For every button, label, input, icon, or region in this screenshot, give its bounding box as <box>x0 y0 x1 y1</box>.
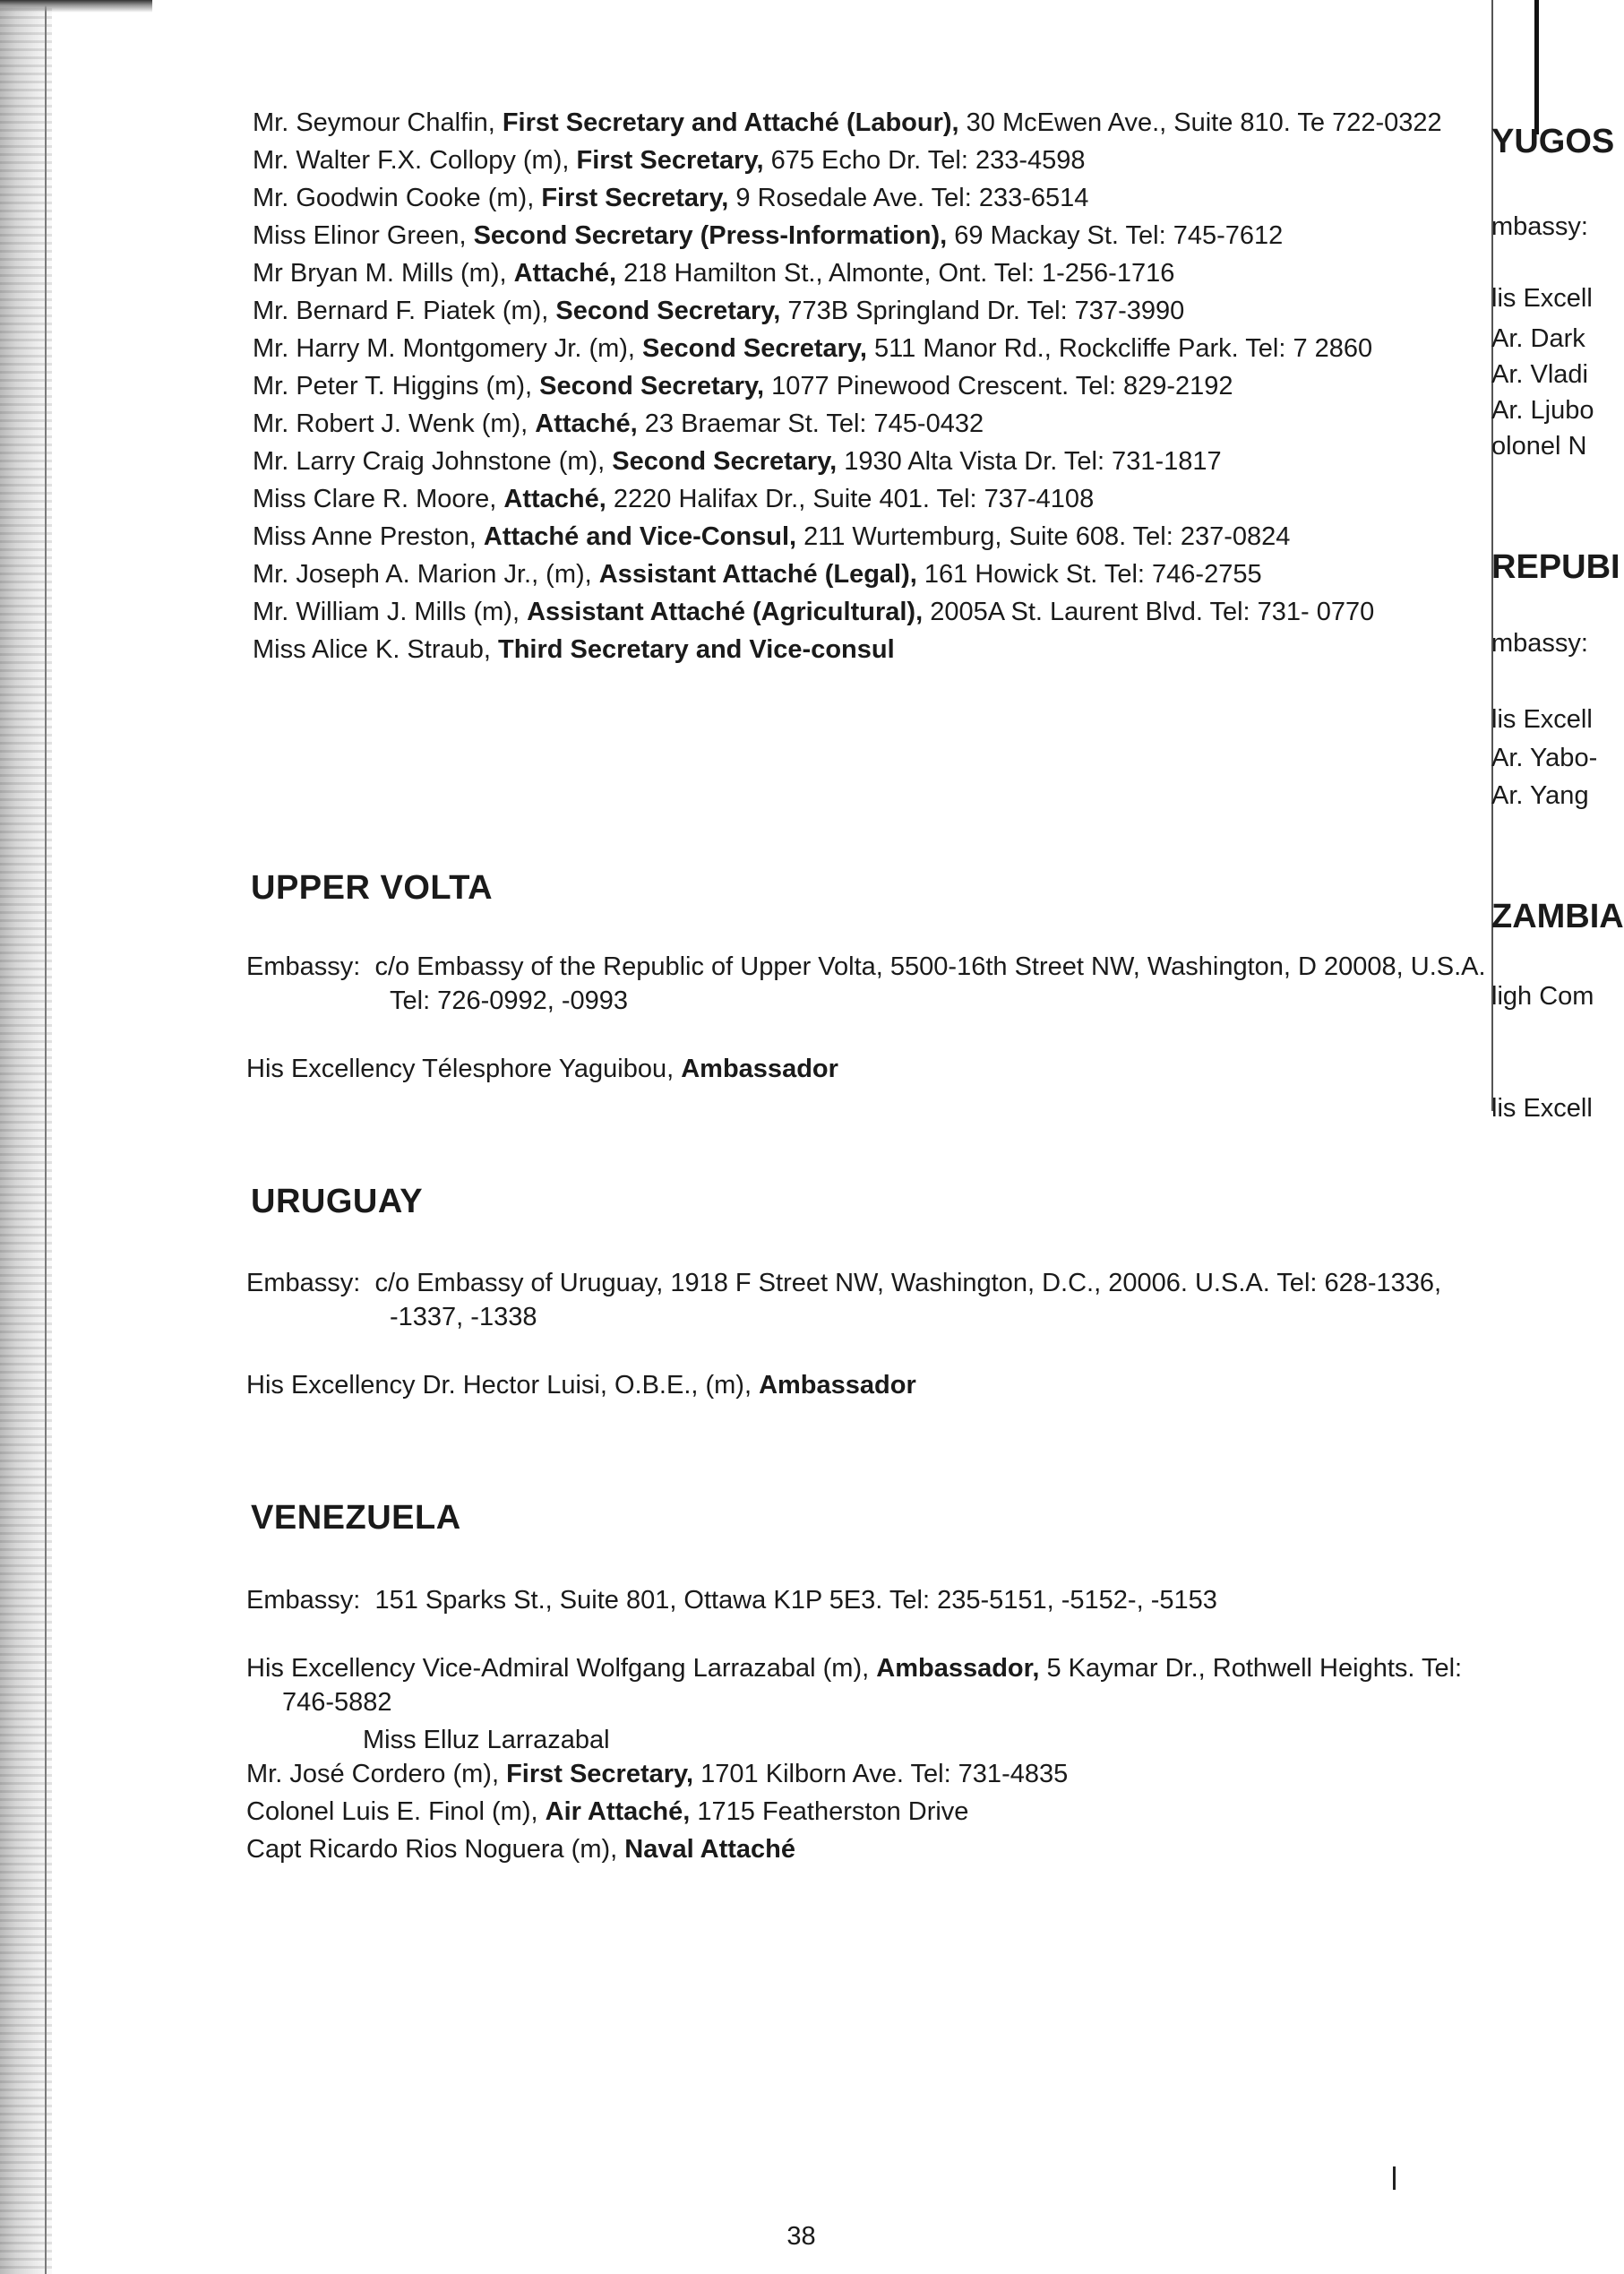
uruguay-section <box>246 1266 1491 1406</box>
embassy-address: Embassy: c/o Embassy of the Republic of Upper Volta, 5500-16th Street NW, Washington, D 20008, U.S.A. Tel: 726-0992, -0993 <box>246 952 1486 1015</box>
staff-entry: Colonel Luis E. Finol (m), Air Attaché, 1715 Featherston Drive <box>246 1797 969 1826</box>
adjacent-text: Ar. Dark <box>1491 324 1585 353</box>
staff-entry: Mr. Walter F.X. Collopy (m), First Secretary, 675 Echo Dr. Tel: 233-4598 <box>253 146 1086 175</box>
staff-entry: Mr. Bernard F. Piatek (m), Second Secretary, 773B Springland Dr. Tel: 737-3990 <box>253 297 1185 325</box>
staff-entry: Miss Alice K. Straub, Third Secretary and Vice-consul <box>253 635 895 664</box>
staff-entry: Mr. Robert J. Wenk (m), Attaché, 23 Braemar St. Tel: 745-0432 <box>253 409 984 438</box>
adjacent-text: ligh Com <box>1491 982 1594 1011</box>
staff-entry: Capt Ricardo Rios Noguera (m), Naval Attaché <box>246 1835 795 1864</box>
staff-entry: Miss Anne Preston, Attaché and Vice-Consul, 211 Wurtemburg, Suite 608. Tel: 237-0824 <box>253 522 1291 551</box>
adjacent-text: mbassy: <box>1491 212 1588 241</box>
page-number: 38 <box>786 2222 816 2251</box>
adjacent-text: Ar. Vladi <box>1491 360 1588 389</box>
adjacent-heading: YUGOS <box>1491 123 1615 160</box>
staff-entry: Mr. William J. Mills (m), Assistant Attaché (Agricultural), 2005A St. Laurent Blvd. Tel: 731- 0770 <box>253 598 1375 626</box>
adjacent-text: mbassy: <box>1491 629 1588 658</box>
usa-staff-list <box>253 106 1484 670</box>
adjacent-text: lis Excell <box>1491 284 1593 313</box>
staff-entry: Mr Bryan M. Mills (m), Attaché, 218 Hamilton St., Almonte, Ont. Tel: 1-256-1716 <box>253 259 1175 288</box>
staff-entry: His Excellency Dr. Hector Luisi, O.B.E., (m), Ambassador <box>246 1371 916 1400</box>
adjacent-text: Ar. Yang <box>1491 781 1589 810</box>
staff-entry: Mr. Seymour Chalfin, First Secretary and Attaché (Labour), 30 McEwen Ave., Suite 810. Te 722-0322 <box>253 108 1442 137</box>
staff-entry: His Excellency Vice-Admiral Wolfgang Larrazabal (m), Ambassador, 5 Kaymar Dr., Rothwell Heights. Tel: 746-5882 <box>246 1654 1463 1717</box>
scan-mark <box>1393 2166 1396 2190</box>
staff-entry: Miss Clare R. Moore, Attaché, 2220 Halifax Dr., Suite 401. Tel: 737-4108 <box>253 485 1095 513</box>
staff-entry: Mr. José Cordero (m), First Secretary, 1701 Kilborn Ave. Tel: 731-4835 <box>246 1760 1069 1788</box>
adjacent-page-column <box>1491 0 1624 2274</box>
scan-shadow <box>0 0 152 13</box>
venezuela-section <box>246 1583 1491 1870</box>
staff-entry: His Excellency Télesphore Yaguibou, Ambassador <box>246 1055 838 1083</box>
adjacent-text: olonel N <box>1491 432 1587 461</box>
adjacent-text: Ar. Yabo- <box>1491 744 1598 772</box>
staff-entry: Mr. Joseph A. Marion Jr., (m), Assistant Attaché (Legal), 161 Howick St. Tel: 746-2755 <box>253 560 1262 589</box>
adjacent-text: lis Excell <box>1491 705 1593 734</box>
staff-entry: Miss Elinor Green, Second Secretary (Press-Information), 69 Mackay St. Tel: 745-7612 <box>253 221 1284 250</box>
staff-entry: Mr. Goodwin Cooke (m), First Secretary, 9 Rosedale Ave. Tel: 233-6514 <box>253 184 1089 212</box>
adjacent-heading: ZAMBIA <box>1491 898 1624 935</box>
upper-volta-section <box>246 950 1491 1090</box>
adjacent-text: Ar. Ljubo <box>1491 396 1594 425</box>
spouse-entry: Miss Elluz Larrazabal <box>363 1726 610 1754</box>
binding-line <box>45 0 47 2274</box>
adjacent-heading: REPUBI <box>1491 548 1620 586</box>
country-heading-upper-volta: UPPER VOLTA <box>251 869 494 907</box>
embassy-address: Embassy: c/o Embassy of Uruguay, 1918 F Street NW, Washington, D.C., 20006. U.S.A. Tel: 628-1336, -1337, -1338 <box>246 1269 1442 1331</box>
country-heading-venezuela: VENEZUELA <box>251 1499 461 1537</box>
adjacent-text: lis Excell <box>1491 1094 1593 1123</box>
staff-entry: Mr. Larry Craig Johnstone (m), Second Secretary, 1930 Alta Vista Dr. Tel: 731-1817 <box>253 447 1222 476</box>
embassy-address: Embassy: 151 Sparks St., Suite 801, Ottawa K1P 5E3. Tel: 235-5151, -5152-, -5153 <box>246 1586 1217 1615</box>
staff-entry: Mr. Peter T. Higgins (m), Second Secretary, 1077 Pinewood Crescent. Tel: 829-2192 <box>253 372 1233 401</box>
staff-entry: Mr. Harry M. Montgomery Jr. (m), Second Secretary, 511 Manor Rd., Rockcliffe Park. Tel: 7 2860 <box>253 334 1373 363</box>
country-heading-uruguay: URUGUAY <box>251 1183 424 1220</box>
